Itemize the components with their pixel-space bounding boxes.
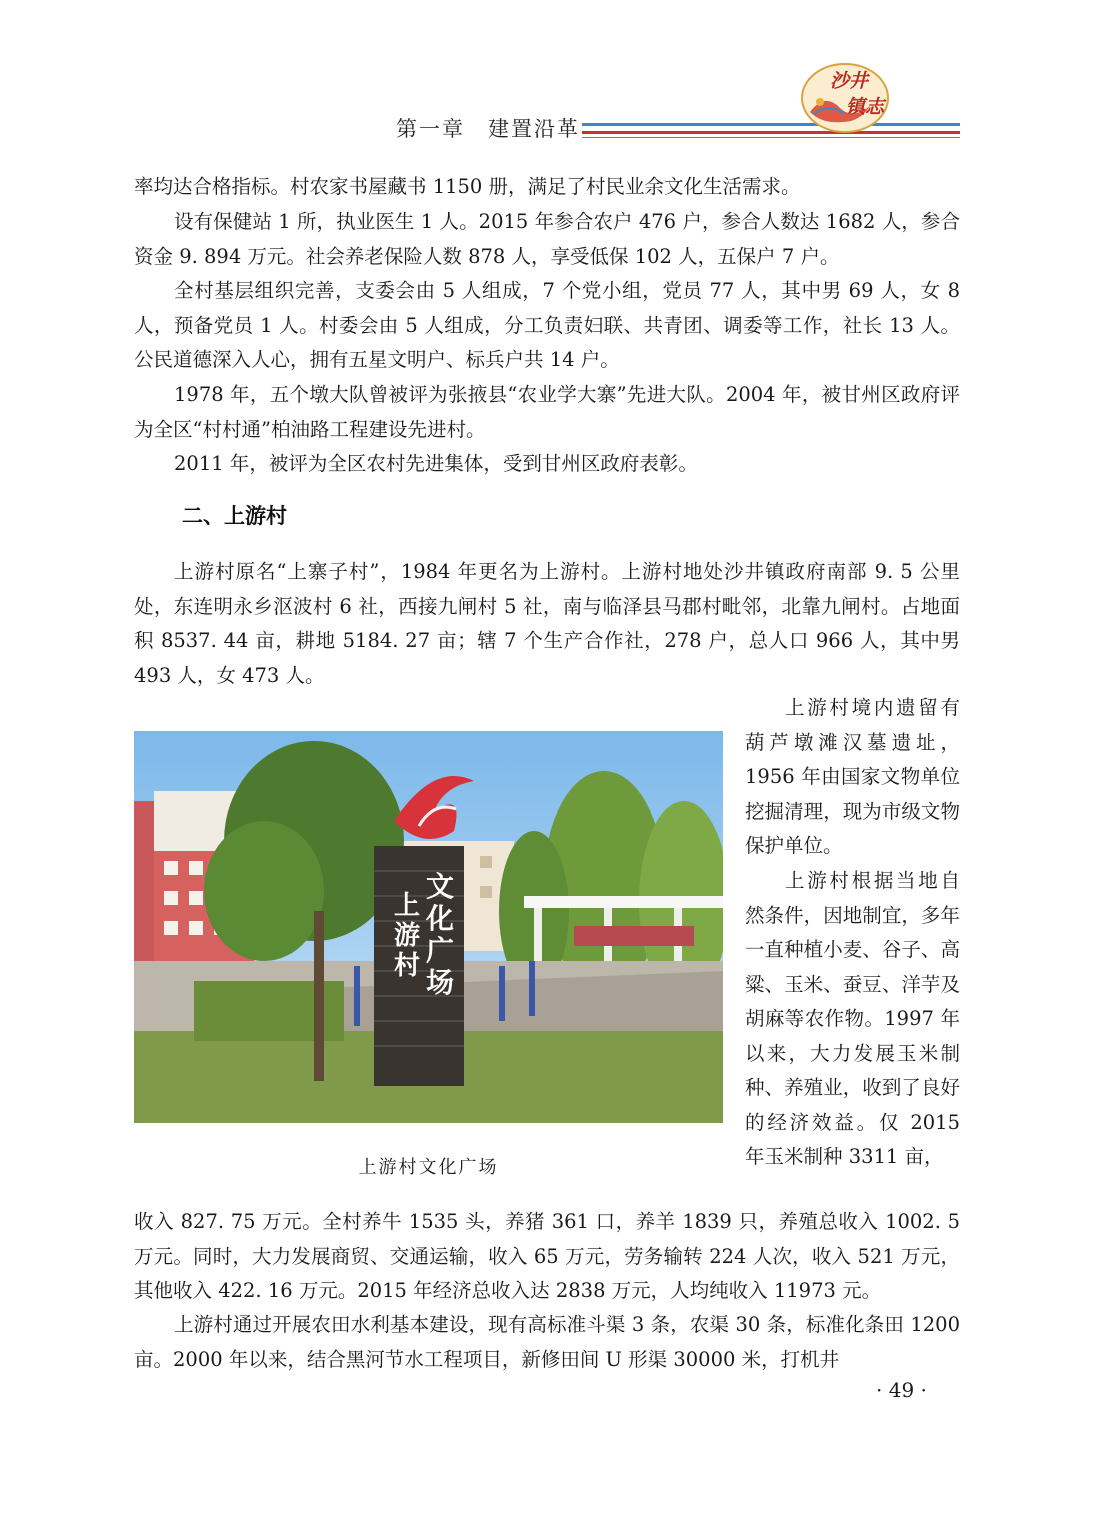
seal-text-2: 镇志 — [846, 96, 885, 118]
town-gazetteer-seal — [800, 62, 890, 134]
paragraph-continued: 收入 827. 75 万元。全村养牛 1535 头，养猪 361 口，养羊 1839 只，养殖总收入 1002. 5 万元。同时，大力发展商贸、交通运输，收入 65 万元，劳务输转 224 人次，收入 521 万元，其他收入 422. 16 万元。2015 年经济总收入达 2838 万元，人均纯收入 11973 元。 — [134, 1210, 960, 1302]
paragraph-last: 上游村通过开展农田水利基本建设，现有高标准斗渠 3 条，农渠 30 条，标准化条田 1200 亩。2000 年以来，结合黑河节水工程项目，新修田间 U 形渠 30000 米，打机井 — [134, 1313, 960, 1371]
sign-text-right: 文化广场 — [426, 870, 455, 999]
side-paragraph-1: 上游村境内遗留有葫芦墩滩汉墓遗址，1956 年由国家文物单位挖掘清理，现为市级文物保护单位。 — [745, 696, 960, 857]
sign-text-left: 上游村 — [394, 891, 421, 981]
paragraph-2: 设有保健站 1 所，执业医生 1 人。2015 年参合农户 476 户，参合人数达 1682 人，参合资金 9. 894 万元。社会养老保险人数 878 人，享受低保 102 人，五保户 7 户。 — [134, 210, 960, 268]
photo-caption: 上游村文化广场 — [358, 1157, 499, 1178]
paragraph-3: 全村基层组织完善，支委会由 5 人组成，7 个党小组，党员 77 人，其中男 69 人，女 8 人，预备党员 1 人。村委会由 5 人组成，分工负责妇联、共青团、调委等工作，社长 13 人。公民道德深入人心，拥有五星文明户、标兵户共 14 户。 — [134, 279, 960, 371]
paragraph-5: 2011 年，被评为全区农村先进集体，受到甘州区政府表彰。 — [174, 452, 698, 475]
header-rule-thin — [582, 137, 960, 138]
header-rule-blue — [582, 123, 960, 126]
header-rule-red — [582, 131, 960, 134]
paragraph-intro: 上游村原名“上寨子村”，1984 年更名为上游村。上游村地处沙井镇政府南部 9. 5 公里处，东连明永乡沤波村 6 社，西接九闸村 5 社，南与临泽县马郡村毗邻，北靠九闸村。占地面积 8537. 44 亩，耕地 5184. 27 亩；辖 7 个生产合作社，278 户，总人口 966 人，其中男 493 人，女 473 人。 — [134, 560, 960, 687]
village-culture-square-photo — [134, 731, 723, 1123]
side-paragraph-2: 上游村根据当地自然条件，因地制宜，多年一直种植小麦、谷子、高粱、玉米、蚕豆、洋芋及胡麻等农作物。1997 年以来，大力发展玉米制种、养殖业，收到了良好的经济效益。仅 2015 年玉米制种 3311 亩， — [745, 869, 960, 1168]
chapter-title: 第一章 建置沿革 — [396, 117, 580, 141]
section-heading: 二、上游村 — [182, 504, 287, 528]
page-number: · 49 · — [876, 1378, 927, 1402]
seal-text-1: 沙井 — [830, 70, 869, 92]
paragraph-4: 1978 年，五个墩大队曾被评为张掖县“农业学大寨”先进大队。2004 年，被甘州区政府评为全区“村村通”柏油路工程建设先进村。 — [134, 383, 960, 441]
paragraph-1: 率均达合格指标。村农家书屋藏书 1150 册，满足了村民业余文化生活需求。 — [134, 175, 801, 198]
